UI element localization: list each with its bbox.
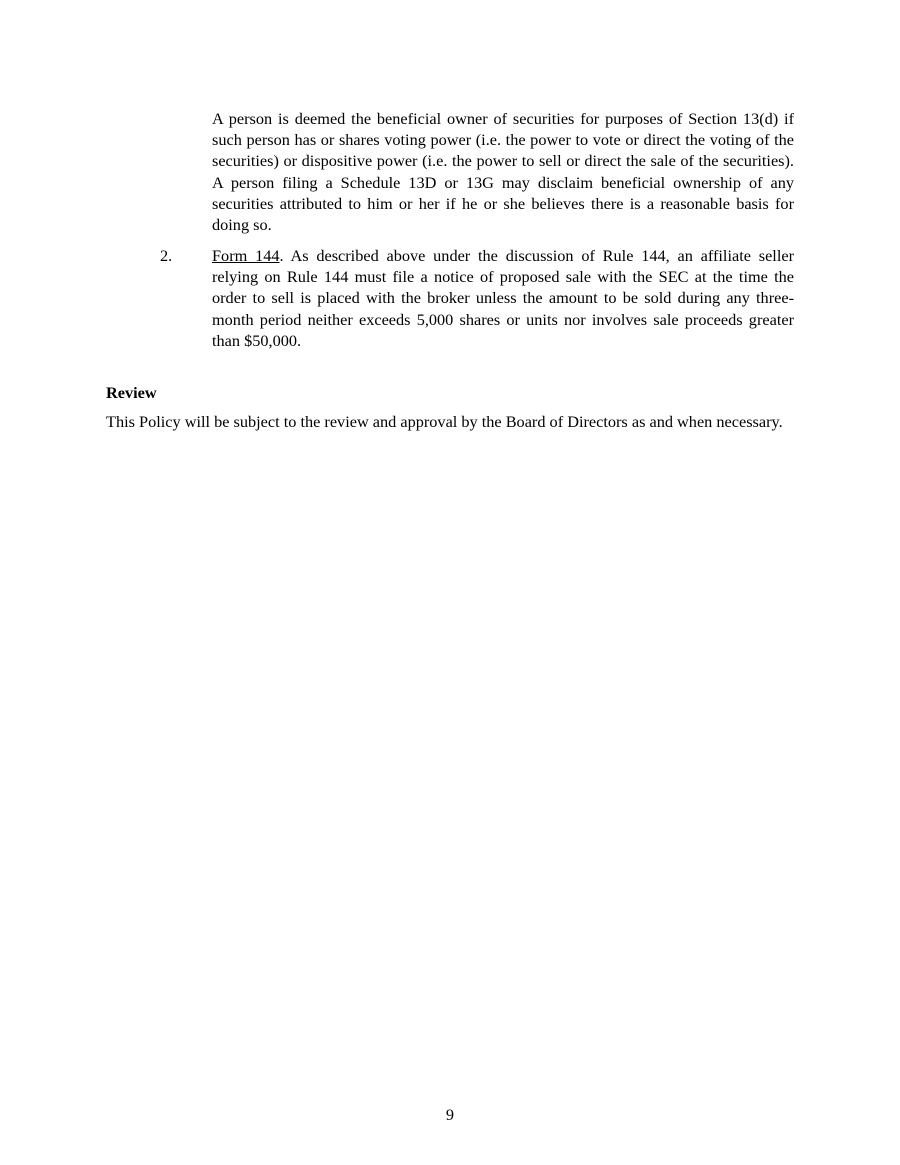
page-number: 9 xyxy=(445,1105,455,1124)
form-144-text: . As described above under the discussion of Rule 144, an affiliate seller relying on Rule 144 must file a notice of proposed sale with the SEC at the time the order to sell is placed with the broker unless the amount to be sold during any three-month period neither exceeds 5,000 shares or units nor involves sale proceeds greater than $50,000. xyxy=(212,246,795,350)
list-item-body xyxy=(212,245,794,351)
review-heading: Review xyxy=(106,383,157,402)
form-144-title: Form 144 xyxy=(212,246,280,265)
list-item-number: 2. xyxy=(160,246,173,265)
beneficial-owner-paragraph: A person is deemed the beneficial owner of securities for purposes of Section 13(d) if such person has or shares voting power (i.e. the power to vote or direct the voting of the securities) or dispositive power (i.e. the power to sell or direct the sale of the securities). A person filing a Schedule 13D or 13G may disclaim beneficial ownership of any securities attributed to him or her if he or she believes there is a reasonable basis for doing so. xyxy=(212,109,794,235)
review-paragraph: This Policy will be subject to the review and approval by the Board of Directors as and when necessary. xyxy=(106,412,783,431)
